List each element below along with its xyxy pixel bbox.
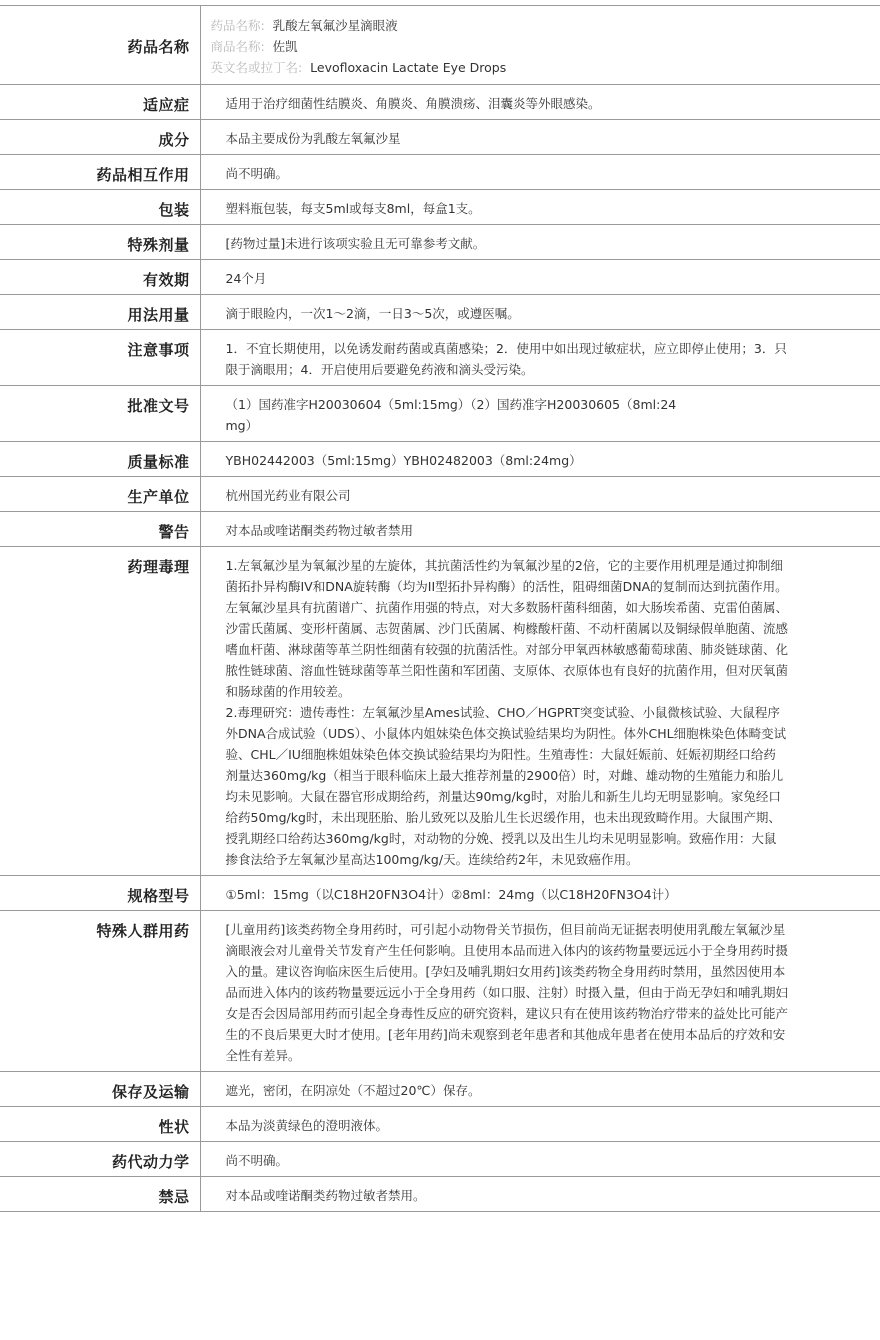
- drug-info-table: [0, 5, 880, 1212]
- value-spec: ①5ml：15mg（以C18H20FN3O4计）②8ml：24mg（以C18H20FN3O4计）: [200, 876, 880, 911]
- row-dosage: [0, 295, 880, 330]
- pharmacology-paragraph-2: 2.毒理研究：遗传毒性：左氧氟沙星Ames试验、CHO／HGPRT突变试验、小鼠微核试验、大鼠程序外DNA合成试验（UDS）、小鼠体内姐妹染色体交换试验结果均为阴性。体外CHL细胞株染色体畸变试验、CHL／IU细胞株姐妹染色体交换试验结果均为阳性。生殖毒性：大鼠妊娠前、妊娠初期经口给药剂量达360mg/kg（相当于眼科临床上最大推荐剂量的2900倍）时，对雌、雄动物的生殖能力和胎儿均未见影响。大鼠在器官形成期给药，剂量达90mg/kg时，对胎儿和新生儿均无明显影响。家兔经口给药50mg/kg时，未出现胚胎、胎儿致死以及胎儿生长迟缓作用，也未出现致畸作用。大鼠围产期、授乳期经口给药达360mg/kg时，对动物的分娩、授乳以及出生儿均未见明显影响。致癌作用：大鼠掺食法给予左氧氟沙星高达100mg/kg/天。连续给药2年，未见致癌作用。: [225, 705, 787, 867]
- row-package: [0, 190, 880, 225]
- label-spec: 规格型号: [0, 876, 200, 911]
- value-special-population: [儿童用药]该类药物全身用药时，可引起小动物骨关节损伤，但目前尚无证据表明使用乳酸左氧氟沙星滴眼液会对儿童骨关节发育产生任何影响。且使用本品而进入体内的该药物量要远远小于全身用药时摄入的量。建议咨询临床医生后使用。[孕妇及哺乳期妇女用药]该类药物全身用药时禁用，虽然因使用本品而进入体内的该药物量要远远小于全身用药（如口服、注射）时摄入量，但由于尚无孕妇和哺乳期妇女是否会因局部用药而引起全身毒性反应的研究资料，建议只有在使用该药物治疗带来的益处比可能产生的不良后果更大时才使用。[老年用药]尚未观察到老年患者和其他成年患者在使用本品后的疗效和安全性有差异。: [200, 911, 880, 1072]
- row-approval: [0, 386, 880, 442]
- value-storage: 遮光，密闭，在阴凉处（不超过20℃）保存。: [200, 1072, 880, 1107]
- value-approval: （1）国药准字H20030604（5ml:15mg）（2）国药准字H20030605（8ml:24mg）: [200, 386, 880, 442]
- trade-name-value: 佐凯: [272, 39, 298, 54]
- value-pharmacokinetics: 尚不明确。: [200, 1142, 880, 1177]
- trade-name-line: [211, 36, 789, 57]
- row-special-population: [0, 911, 880, 1072]
- pharmacology-paragraph-1: 1.左氧氟沙星为氧氟沙星的左旋体，其抗菌活性约为氧氟沙星的2倍，它的主要作用机理是通过抑制细菌拓扑异构酶IV和DNA旋转酶（均为II型拓扑异构酶）的活性，阻碍细菌DNA的复制而达到抗菌作用。左氧氟沙星具有抗菌谱广、抗菌作用强的特点，对大多数肠杆菌科细菌，如大肠埃希菌、克雷伯菌属、沙雷氏菌属、变形杆菌属、志贺菌属、沙门氏菌属、枸橼酸杆菌、不动杆菌属以及铜绿假单胞菌、流感嗜血杆菌、淋球菌等革兰阴性细菌有较强的抗菌活性。对部分甲氧西林敏感葡萄球菌、肺炎链球菌、化脓性链球菌、溶血性链球菌等革兰阳性菌和军团菌、支原体、衣原体也有良好的抗菌作用，但对厌氧菌和肠球菌的作用较差。: [225, 558, 789, 699]
- label-standard: 质量标准: [0, 442, 200, 477]
- row-overdose: [0, 225, 880, 260]
- generic-name-line: [211, 15, 789, 36]
- label-composition: 成分: [0, 120, 200, 155]
- trade-name-key: 商品名称:: [210, 39, 265, 54]
- row-warning: [0, 512, 880, 547]
- value-package: 塑料瓶包装，每支5ml或每支8ml，每盒1支。: [200, 190, 880, 225]
- english-name-value: Levofloxacin Lactate Eye Drops: [310, 60, 507, 75]
- value-standard: YBH02442003（5ml:15mg）YBH02482003（8ml:24mg）: [200, 442, 880, 477]
- row-standard: [0, 442, 880, 477]
- row-contraindication: [0, 1177, 880, 1212]
- label-dosage: 用法用量: [0, 295, 200, 330]
- label-special-population: 特殊人群用药: [0, 911, 200, 1072]
- value-composition: 本品主要成份为乳酸左氧氟沙星: [200, 120, 880, 155]
- label-indication: 适应症: [0, 85, 200, 120]
- value-interaction: 尚不明确。: [200, 155, 880, 190]
- value-warning: 对本品或喹诺酮类药物过敏者禁用: [200, 512, 880, 547]
- row-drug-name: [0, 6, 880, 85]
- value-overdose: [药物过量]未进行该项实验且无可靠参考文献。: [200, 225, 880, 260]
- label-precautions: 注意事项: [0, 330, 200, 386]
- label-storage: 保存及运输: [0, 1072, 200, 1107]
- row-spec: [0, 876, 880, 911]
- value-contraindication: 对本品或喹诺酮类药物过敏者禁用。: [200, 1177, 880, 1212]
- label-validity: 有效期: [0, 260, 200, 295]
- row-precautions: [0, 330, 880, 386]
- value-precautions: 1．不宜长期使用，以免诱发耐药菌或真菌感染；2．使用中如出现过敏症状，应立即停止使用；3．只限于滴眼用；4．开启使用后要避免药液和滴头受污染。: [200, 330, 880, 386]
- row-validity: [0, 260, 880, 295]
- english-name-line: [211, 57, 789, 78]
- row-indication: [0, 85, 880, 120]
- label-contraindication: 禁忌: [0, 1177, 200, 1212]
- label-pharmacology: 药理毒理: [0, 547, 200, 876]
- english-name-key: 英文名或拉丁名:: [210, 60, 303, 75]
- label-approval: 批准文号: [0, 386, 200, 442]
- label-manufacturer: 生产单位: [0, 477, 200, 512]
- value-dosage: 滴于眼睑内，一次1～2滴，一日3～5次，或遵医嘱。: [200, 295, 880, 330]
- value-indication: 适用于治疗细菌性结膜炎、角膜炎、角膜溃疡、泪囊炎等外眼感染。: [200, 85, 880, 120]
- generic-name-key: 药品名称:: [210, 18, 265, 33]
- label-warning: 警告: [0, 512, 200, 547]
- value-drug-name: [200, 6, 880, 85]
- value-manufacturer: 杭州国光药业有限公司: [200, 477, 880, 512]
- value-pharmacology: [200, 547, 880, 876]
- value-appearance: 本品为淡黄绿色的澄明液体。: [200, 1107, 880, 1142]
- row-manufacturer: [0, 477, 880, 512]
- label-pharmacokinetics: 药代动力学: [0, 1142, 200, 1177]
- label-package: 包装: [0, 190, 200, 225]
- row-appearance: [0, 1107, 880, 1142]
- row-pharmacology: [0, 547, 880, 876]
- row-interaction: [0, 155, 880, 190]
- value-validity: 24个月: [200, 260, 880, 295]
- label-drug-name: 药品名称: [0, 6, 200, 85]
- label-appearance: 性状: [0, 1107, 200, 1142]
- label-overdose: 特殊剂量: [0, 225, 200, 260]
- row-storage: [0, 1072, 880, 1107]
- row-composition: [0, 120, 880, 155]
- generic-name-value: 乳酸左氧氟沙星滴眼液: [272, 18, 398, 33]
- row-pharmacokinetics: [0, 1142, 880, 1177]
- label-interaction: 药品相互作用: [0, 155, 200, 190]
